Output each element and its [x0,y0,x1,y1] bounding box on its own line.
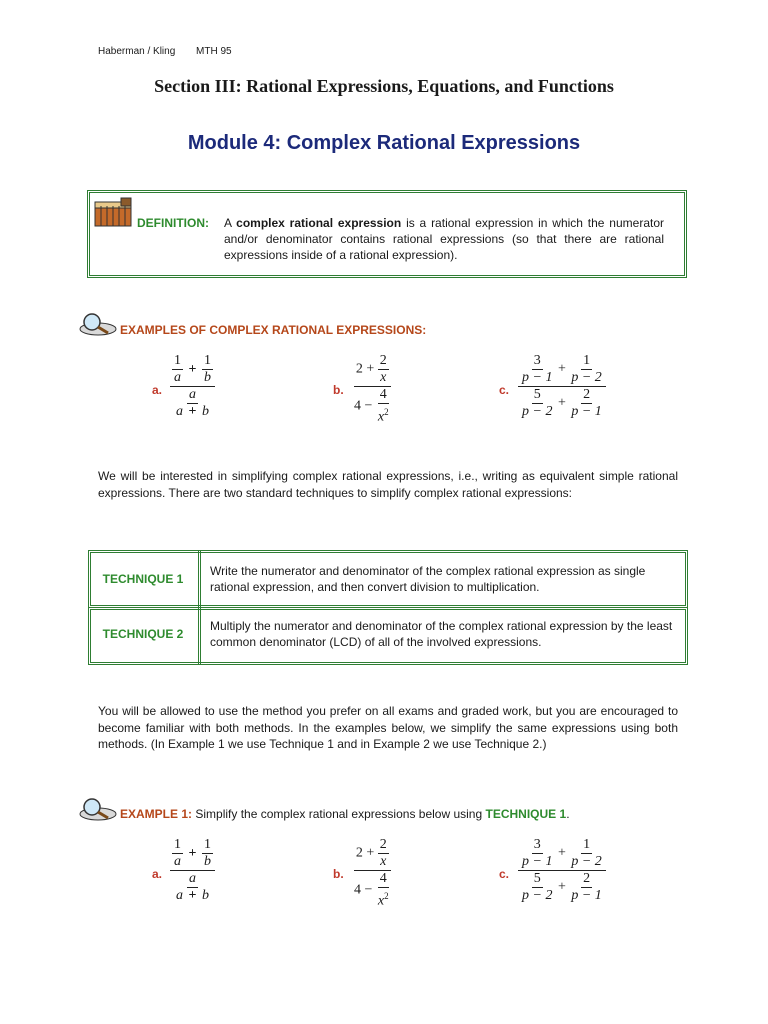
example1-c-label: c. [499,867,510,881]
example1-c-expression: $\frac{3}{p - 1}$ + $\frac{1}{p - 2}$ $\frac{5}{p - 2}$ + $\frac{2}{p - 1}$ [518,837,606,904]
intro-paragraph: We will be interested in simplifying complex rational expressions, i.e., writing as equivalent simple rational expressions. There are two standard techniques to simplify complex rational expressions: [98,469,678,500]
example-1-text: Simplify the complex rational expressions below using [192,807,486,821]
example-c-expression: $\frac{3}{p - 1}$ + $\frac{1}{p - 2}$ $\frac{5}{p - 2}$ + $\frac{2}{p - 1}$ [518,353,606,420]
technique-2-name: TECHNIQUE 2 [102,627,184,641]
examples-heading: EXAMPLES OF COMPLEX RATIONAL EXPRESSIONS: [120,323,427,337]
definition-term: complex rational expression [236,216,402,230]
technique-2-desc: Multiply the numerator and denominator of the complex rational expression by the least common denominator (LCD) of all of the involved expressions. [210,619,673,649]
example-a-expression: $\frac{1}{a}$ + $\frac{1}{b}$ $\frac{a}{a + b}$ [170,353,215,420]
example-b-label: b. [333,383,344,397]
example1-b-expression: 2 + $\frac{2}{x}$ 4 − $\frac{4}{x^2}$ [352,837,393,910]
technique-1-name: TECHNIQUE 1 [102,572,184,586]
example1-b-label: b. [333,867,344,881]
example-1-label: EXAMPLE 1: [120,807,193,821]
book-icon [93,196,135,235]
technique-1-divider [198,550,204,608]
module-title: Module 4: Complex Rational Expressions [187,132,581,154]
example-a-label: a. [152,383,163,397]
definition-lead: A [224,216,237,230]
page-header [98,46,250,57]
example1-a-expression: $\frac{1}{a}$ + $\frac{1}{b}$ $\frac{a}{a + b}$ [170,837,215,904]
header-authors: Haberman / Kling [98,46,176,57]
technique-2-divider [198,607,204,665]
technique-1-desc: Write the numerator and denominator of the complex rational expression as single rational expression, and then convert division to multiplication. [210,564,646,594]
example-c-label: c. [499,383,510,397]
section-title: Section III: Rational Expressions, Equations, and Functions [154,76,614,96]
definition-label: DEFINITION: [137,216,209,230]
magnifier-icon [78,311,118,342]
example1-a-label: a. [152,867,163,881]
definition-text [224,215,664,263]
magnifier-icon [78,796,118,827]
header-course: MTH 95 [196,46,232,57]
definition-body: is a rational expression in which the numerator and/or denominator contains rational expressions (so that there are rational expressions inside of a rational expression). [224,216,664,262]
example-1-technique: TECHNIQUE 1 [485,807,567,821]
example-1-period: . [566,807,570,821]
example-b-expression: 2 + $\frac{2}{x}$ 4 − $\frac{4}{x^2}$ [352,353,393,426]
method-paragraph: You will be allowed to use the method you prefer on all exams and graded work, but you are encouraged to become familiar with both methods. In the examples below, we simplify the same expressions using both methods. (In Example 1 we use Technique 1 and in Example 2 we use Technique 2.) [98,704,678,751]
example-1-heading [120,807,570,821]
